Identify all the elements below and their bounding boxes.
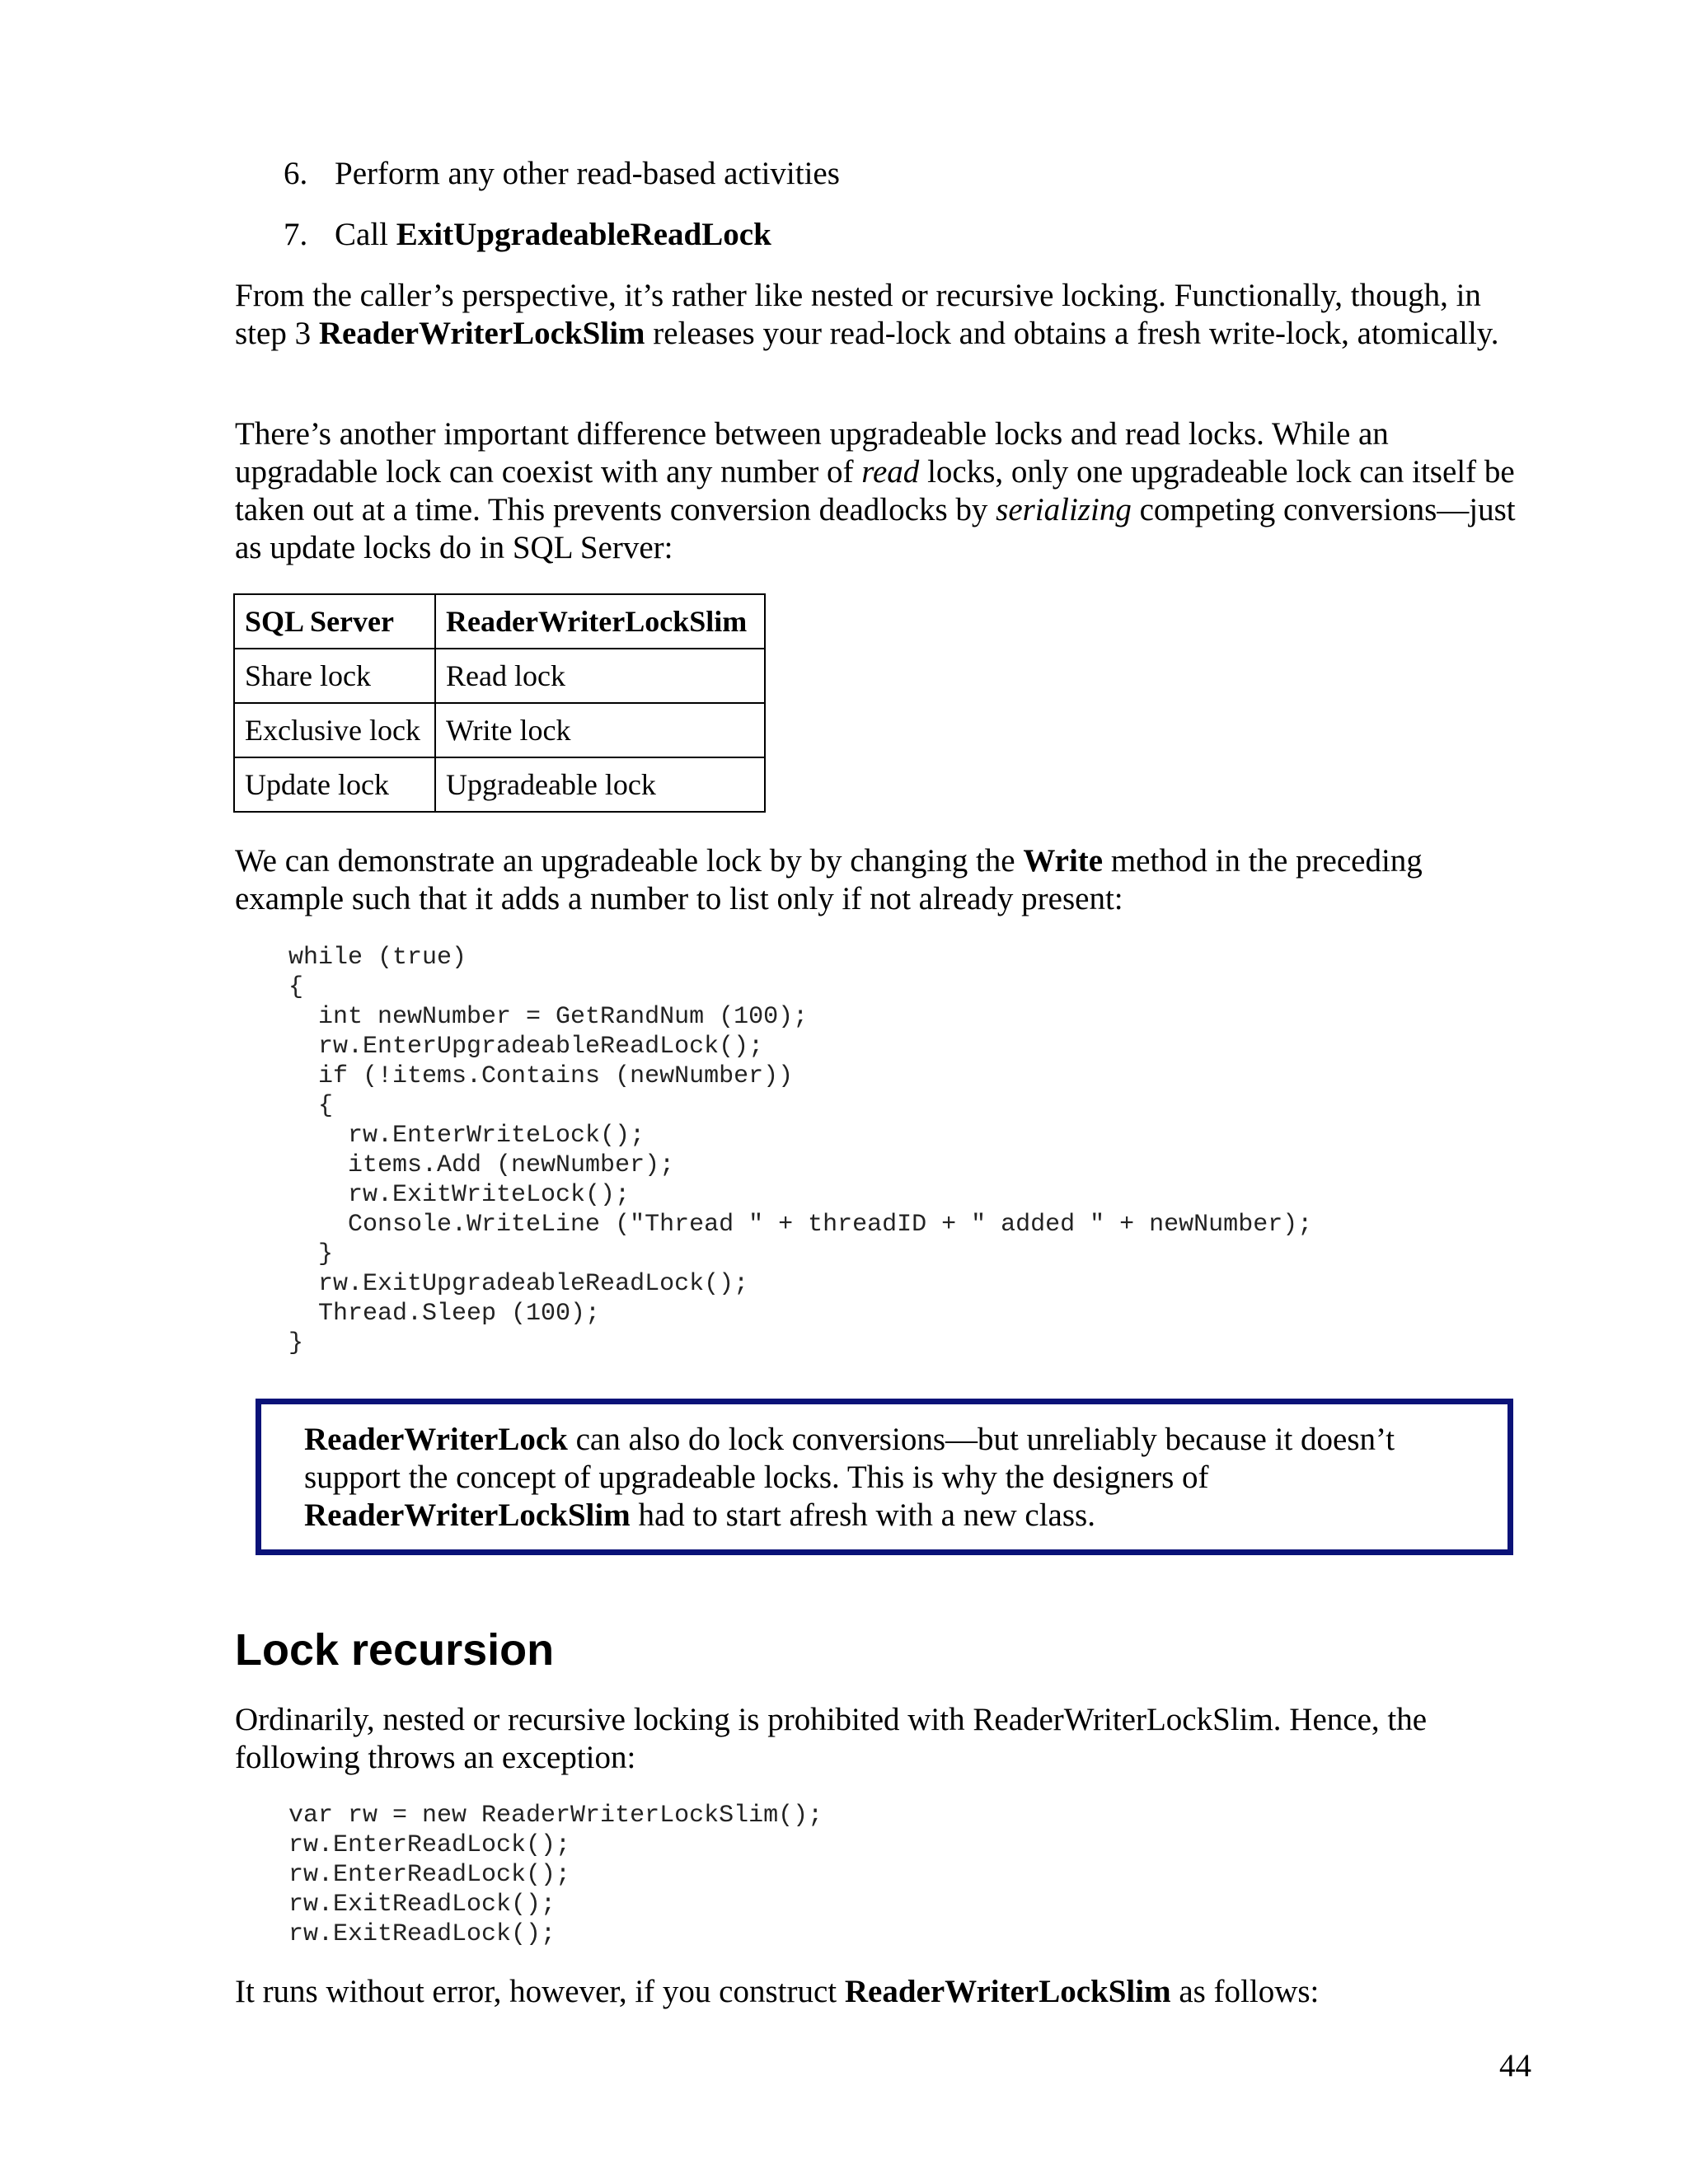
code-line: rw.ExitUpgradeableReadLock(); <box>288 1270 749 1298</box>
para-text: From the caller’s perspective, it’s rather like nested or recursive locking. Functionally, though, in step 3 <box>235 278 1481 351</box>
code-line: items.Add (newNumber); <box>288 1151 675 1179</box>
page-number: 44 <box>1499 2048 1531 2083</box>
note-span: can also do lock conversions—but unreliably because it doesn’t support the concept of upgradeable locks. This is why the designers of <box>304 1422 1395 1495</box>
code-line: } <box>288 1329 304 1357</box>
note-box <box>256 1399 1513 1555</box>
code-line: Thread.Sleep (100); <box>288 1300 601 1328</box>
list-text: Call <box>335 217 396 252</box>
list-number: 7. <box>284 217 308 252</box>
para-italic: serializing <box>996 492 1132 527</box>
code-line: rw.ExitWriteLock(); <box>288 1181 631 1209</box>
para-text: as follows: <box>1170 1974 1320 2009</box>
table-cell: Update lock <box>234 757 435 812</box>
code-line: rw.EnterReadLock(); <box>288 1831 571 1859</box>
table-cell: Write lock <box>435 703 765 757</box>
code-line: rw.EnterUpgradeableReadLock(); <box>288 1033 764 1061</box>
list-text: Perform any other read-based activities <box>335 156 840 191</box>
table-row <box>234 703 765 757</box>
table-cell: Share lock <box>234 649 435 703</box>
list-item-6 <box>284 155 840 193</box>
para-text: method in the preceding example such that it adds a number to list only if not already present: <box>235 843 1423 916</box>
para-bold: ReaderWriterLockSlim <box>318 316 645 351</box>
table-cell: Exclusive lock <box>234 703 435 757</box>
paragraph-runs-without-error <box>235 1973 1537 2011</box>
code-line: Console.WriteLine ("Thread " + threadID + " added " + newNumber); <box>288 1211 1313 1239</box>
para-text: releases your read-lock and obtains a fresh write-lock, atomically. <box>645 316 1499 351</box>
para-bold: Write <box>1023 843 1104 879</box>
code-line: if (!items.Contains (newNumber)) <box>288 1062 794 1090</box>
para-text: locks, only one upgradeable lock can itself be taken out at a time. This prevents conversion deadlocks by <box>235 454 1515 527</box>
table-row <box>234 649 765 703</box>
code-line: { <box>288 973 304 1001</box>
code-block-write-method <box>288 943 1312 1358</box>
paragraph-caller-perspective <box>235 277 1537 353</box>
paragraph-upgradeable-difference <box>235 415 1537 567</box>
note-bold: ReaderWriterLockSlim <box>304 1497 631 1533</box>
section-heading: Lock recursion <box>235 1625 555 1675</box>
para-text: We can demonstrate an upgradeable lock by by changing the <box>235 843 1024 879</box>
note-span: had to start afresh with a new class. <box>630 1497 1095 1533</box>
table-header-cell: SQL Server <box>234 594 435 649</box>
code-block-recursion <box>288 1801 823 1949</box>
table-header-row <box>234 594 765 649</box>
code-line: rw.EnterReadLock(); <box>288 1861 571 1889</box>
paragraph-demonstrate <box>235 842 1537 918</box>
table-cell: Read lock <box>435 649 765 703</box>
para-bold: ReaderWriterLockSlim <box>844 1974 1171 2009</box>
code-line: rw.ExitReadLock(); <box>288 1920 556 1948</box>
para-italic: read <box>861 454 920 490</box>
list-number: 6. <box>284 156 308 191</box>
table-header-cell: ReaderWriterLockSlim <box>435 594 765 649</box>
code-line: } <box>288 1240 334 1268</box>
list-bold-text: ExitUpgradeableReadLock <box>396 217 771 252</box>
code-line: rw.ExitReadLock(); <box>288 1891 556 1919</box>
table-row <box>234 757 765 812</box>
code-line: rw.EnterWriteLock(); <box>288 1122 645 1150</box>
code-line: { <box>288 1092 334 1120</box>
table-cell: Upgradeable lock <box>435 757 765 812</box>
para-text: competing conversions—just as update locks do in SQL Server: <box>235 492 1516 565</box>
code-line: while (true) <box>288 944 467 972</box>
code-line: var rw = new ReaderWriterLockSlim(); <box>288 1802 823 1830</box>
note-text <box>304 1421 1475 1535</box>
lock-comparison-table <box>233 593 766 813</box>
para-text: There’s another important difference between upgradeable locks and read locks. While an upgradable lock can coexist with any number of <box>235 416 1389 490</box>
list-item-7 <box>284 216 771 254</box>
note-bold: ReaderWriterLock <box>304 1422 568 1457</box>
code-line: int newNumber = GetRandNum (100); <box>288 1003 809 1031</box>
para-text: It runs without error, however, if you construct <box>235 1974 845 2009</box>
paragraph-recursion: Ordinarily, nested or recursive locking is prohibited with ReaderWriterLockSlim. Hence, the following throws an exception: <box>235 1702 1428 1775</box>
